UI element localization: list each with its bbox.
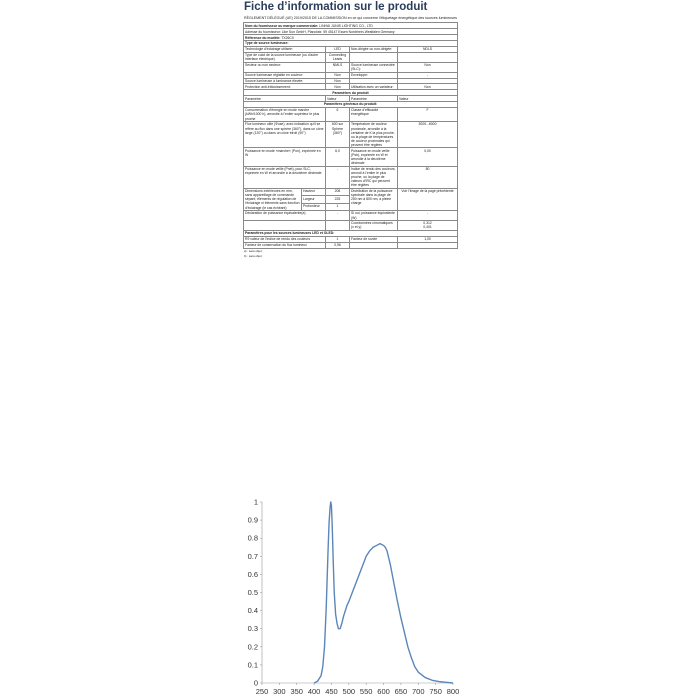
param-value: 1,00 <box>398 236 458 242</box>
param-label <box>350 242 398 248</box>
param-label: Indice de rendu des couleurs, arrondi à l’entier le plus proche, ou la plage de valeurs d’IRC qui peuvent être réglées <box>350 166 398 188</box>
param-value: 0,96 <box>326 242 350 248</box>
param-label: Puissance en mode veille (Psb), exprimée en W et arrondie à la deuxième décimale <box>350 148 398 166</box>
table-row <box>244 62 458 72</box>
x-tick-label: 550 <box>359 687 373 696</box>
param-label <box>244 221 326 231</box>
address-value: Like Sun GmbH, Planckstr. 59 45147 Essen Nordrhein-Westfalen Germany <box>281 29 395 34</box>
table-row <box>244 52 458 62</box>
regulation-intro: RÈGLEMENT DÉLÉGUÉ (UE) 2019/2015 DE LA COMMISSION en ce qui concerne l’étiquetage énergétique des sources lumineuses <box>244 16 457 20</box>
param-value: 0,312 0,401 <box>398 221 458 231</box>
header-param: Paramètre <box>350 96 398 102</box>
y-tick-label: 0.5 <box>247 588 258 597</box>
param-value: Non <box>398 62 458 72</box>
param-value: Non <box>398 84 458 90</box>
param-value: 600 sur Sphère (360°) <box>326 122 350 148</box>
table-row <box>244 166 458 188</box>
y-tick-label: 0.8 <box>247 533 258 543</box>
dimension-value: 1 <box>326 203 350 210</box>
param-label: Source lumineuse connectée (SLC): <box>350 62 398 72</box>
product-information-sheet <box>243 0 457 259</box>
y-tick-label: 0.9 <box>247 515 258 525</box>
table-row <box>244 122 458 148</box>
y-tick-label: 0.7 <box>247 551 258 561</box>
dimension-value: 225 <box>326 196 350 203</box>
x-tick-label: 400 <box>307 687 321 696</box>
param-label: Température de couleur proximale, arrondie à la centaine de K la plus proche, ou la plage de températures de couleur proximales qui peuvent être réglées <box>350 122 398 148</box>
param-value: - <box>398 72 458 78</box>
param-value: LED <box>326 46 350 52</box>
param-label <box>350 52 398 62</box>
param-value: 6,0 <box>326 148 350 166</box>
footnote-b: b) : sans objet; <box>244 253 263 258</box>
x-tick-label: 800 <box>446 687 460 696</box>
x-tick-label: 650 <box>394 687 408 696</box>
param-label: R9 valeur de l’indice de rendu des couleurs <box>244 236 326 242</box>
params-heading: Paramètres du produit <box>244 90 458 96</box>
param-value: 6 <box>326 107 350 121</box>
dimensions-label: Dimensions extérieures en mm, sans appareillage de commande séparé, éléments de régulation de l’éclairage ni éléments sans fonction d’éclairage (le cas échéant) <box>244 188 302 210</box>
param-value: 1 <box>326 236 350 242</box>
param-value: - <box>326 166 350 188</box>
param-label: Type de culot de la source lumineuse (ou d’autre interface électrique) <box>244 52 326 62</box>
param-label: Classe d’efficacité énergétique <box>350 107 398 121</box>
param-value <box>326 221 350 231</box>
param-value <box>398 242 458 248</box>
param-label: Technologie d’éclairage utilisée: <box>244 46 326 52</box>
model-value: TX26C0 <box>281 35 294 40</box>
param-value <box>398 52 458 62</box>
param-label: Source lumineuse à luminance élevée: <box>244 78 326 84</box>
param-label: Coordonnées chromatiques (x et y) <box>350 221 398 231</box>
led-heading: Paramètres pour les sources lumineuses LED et OLED: <box>244 230 458 236</box>
param-label: Si oui, puissance équivalente (W) <box>350 211 398 221</box>
param-label: Flux lumineux utile (Φuse), avec indication qu’il se réfère au flux dans une sphère (360°), dans un cône large (120°) ou dans un cône étroit (90°) <box>244 122 326 148</box>
param-value: - <box>398 211 458 221</box>
x-tick-label: 350 <box>290 687 303 696</box>
general-heading: Paramètres généraux du produit: <box>244 102 458 108</box>
sheet-title: Fiche d’information sur le produit <box>244 1 428 13</box>
x-tick-label: 450 <box>325 687 338 696</box>
table-row <box>244 221 458 231</box>
x-tick-label: 600 <box>377 687 390 696</box>
param-label: Puissance en mode veille (Pnet), pour SLC, exprimée en W et arrondie à la deuxième décimale <box>244 166 326 188</box>
supplier-label: Nom du fournisseur ou marque commerciale: <box>245 23 319 28</box>
param-value: Non <box>326 72 350 78</box>
param-label: Facteur de conservation du flux lumineux <box>244 242 326 248</box>
param-label: Facteur de survie <box>350 236 398 242</box>
table-row <box>244 211 458 221</box>
param-label: Non-dirigée ou non-dirigée: <box>350 46 398 52</box>
dimension-name: Profondeur <box>302 203 326 210</box>
param-value: 3000...6000 <box>398 122 458 148</box>
supplier-value: LINHAI JUNIS LIGHTING CO., LTD <box>319 23 373 28</box>
x-tick-label: 500 <box>342 687 356 696</box>
y-tick-label: 0 <box>253 678 258 688</box>
param-label: Utilisation avec un variateur: <box>350 84 398 90</box>
dimension-name: Largeur <box>302 196 326 203</box>
param-value: Non <box>326 84 350 90</box>
model-label: Référence du modèle: <box>245 35 281 40</box>
type-heading: Type de source lumineuse: <box>244 41 458 47</box>
y-tick-label: 1 <box>253 497 258 507</box>
x-tick-label: 300 <box>273 687 286 696</box>
param-value: Non <box>326 78 350 84</box>
param-label: Consommation d’énergie en mode marche (kWh/1000 h), arrondie à l’entier supérieur le plus proche <box>244 107 326 121</box>
x-tick-label: 250 <box>255 687 269 696</box>
y-tick-label: 0.6 <box>247 569 258 579</box>
table-row <box>244 107 458 121</box>
table-row <box>244 148 458 166</box>
dimension-value: 208 <box>326 188 350 195</box>
param-label: Source lumineuse réglable en couleur: <box>244 72 326 78</box>
spectral-distribution-chart <box>243 497 460 700</box>
y-tick-label: 0.1 <box>247 660 258 670</box>
product-info-table <box>243 22 458 248</box>
y-tick-label: 0.4 <box>247 606 258 616</box>
header-value: Valeur <box>326 96 350 102</box>
x-tick-label: 750 <box>429 687 442 696</box>
y-tick-label: 0.2 <box>247 642 258 652</box>
param-value: 0,00 <box>398 148 458 166</box>
dimension-name: Hauteur <box>302 188 326 195</box>
footnote-a: a) : sans objet; <box>244 248 263 253</box>
param-value: NDLS <box>398 46 458 52</box>
param-label: Enveloppe: <box>350 72 398 78</box>
x-tick-label: 700 <box>412 687 425 696</box>
address-label: Adresse du fournisseur: <box>245 29 281 34</box>
param-label: Secteur ou non secteur: <box>244 62 326 72</box>
param-value: - <box>326 211 350 221</box>
param-label: Puissance en mode «marche» (Pon), exprimée en W <box>244 148 326 166</box>
spectral-value: Voir l’image de la page précédente <box>398 188 458 210</box>
header-param: Paramètre <box>244 96 326 102</box>
param-value: 80 <box>398 166 458 188</box>
header-value: Valeur <box>398 96 458 102</box>
spectrum-line <box>314 502 453 683</box>
param-value: NMLS <box>326 62 350 72</box>
y-tick-label: 0.3 <box>247 624 258 634</box>
param-label: Protection anti-éblouissement: <box>244 84 326 90</box>
param-value: F <box>398 107 458 121</box>
table-row <box>244 242 458 248</box>
spectral-label: Distribution de la puissance spectrale dans la plage de 250 nm à 800 nm, à pleine charge <box>350 188 398 210</box>
param-value: Connecting Leads <box>326 52 350 62</box>
dimension-row <box>244 188 458 195</box>
param-label: Déclaration de puissance équivalente(a) <box>244 211 326 221</box>
